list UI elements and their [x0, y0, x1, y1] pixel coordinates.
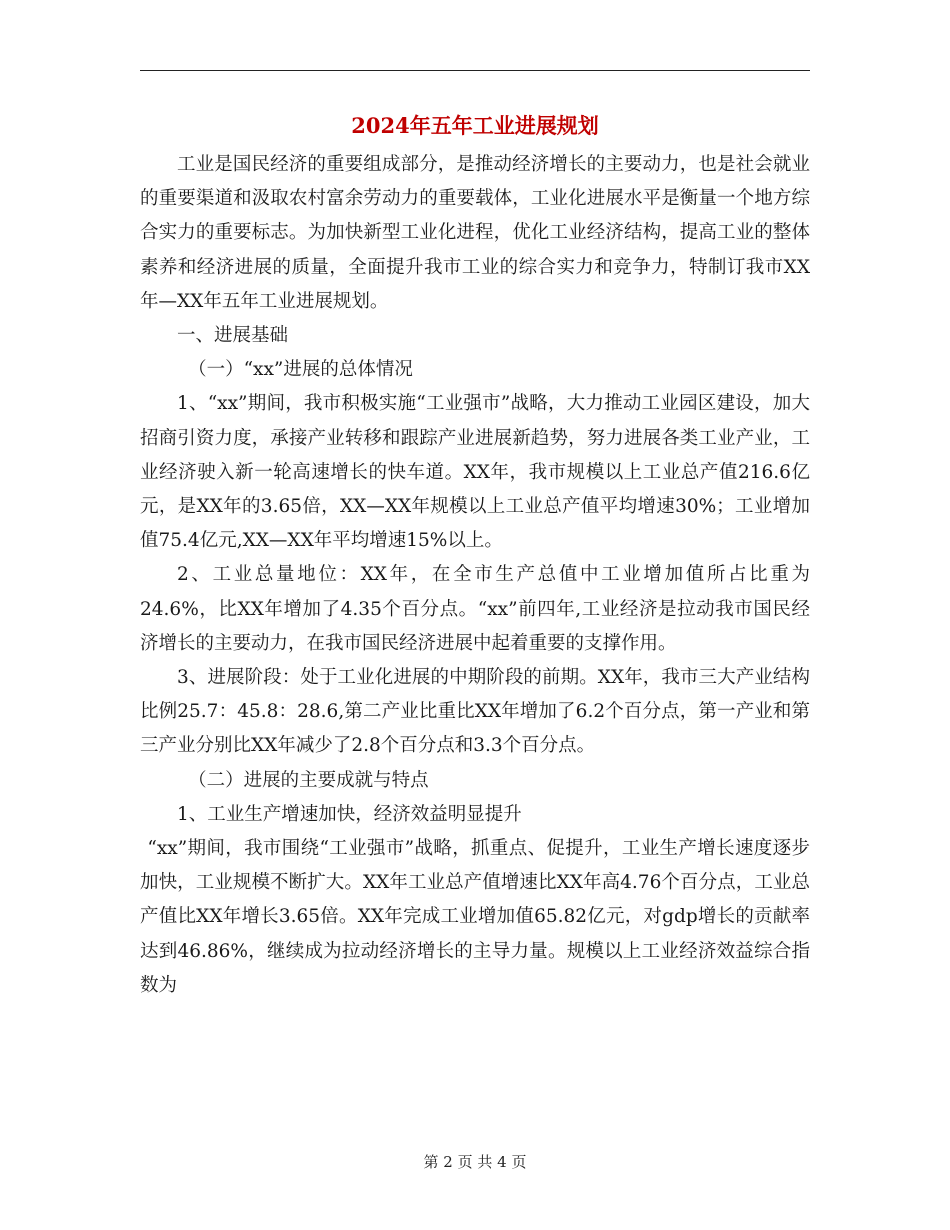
- paragraph-item: 3、进展阶段：处于工业化进展的中期阶段的前期。XX年，我市三大产业结构比例25.7：45.8：28.6,第二产业比重比XX年增加了6.2个百分点，第一产业和第三产业分别比XX年减少了2.8个百分点和3.3个百分点。: [140, 667, 810, 757]
- document-body: [140, 148, 810, 1003]
- paragraph-item: 2、工业总量地位：XX年，在全市生产总值中工业增加值所占比重为24.6%，比XX年增加了4.35个百分点。“xx”前四年,工业经济是拉动我市国民经济增长的主要动力，在我市国民经济进展中起着重要的支撑作用。: [140, 564, 810, 654]
- section-heading: 一、进展基础: [177, 325, 289, 347]
- paragraph-intro: 工业是国民经济的重要组成部分，是推动经济增长的主要动力，也是社会就业的重要渠道和汲取农村富余劳动力的重要载体，工业化进展水平是衡量一个地方综合实力的重要标志。为加快新型工业化进程，优化工业经济结构，提高工业的整体素养和经济进展的质量，全面提升我市工业的综合实力和竞争力，特制订我市XX年—XX年五年工业进展规划。: [140, 154, 810, 312]
- paragraph-body: “xx”期间，我市围绕“工业强市”战略，抓重点、促提升，工业生产增长速度逐步加快，工业规模不断扩大。XX年工业总产值增速比XX年高4.76个百分点，工业总产值比XX年增长3.65倍。XX年完成工业增加值65.82亿元，对gdp增长的贡献率达到46.86%，继续成为拉动经济增长的主导力量。规模以上工业经济效益综合指数为: [140, 838, 810, 996]
- paragraph-item-heading: 1、工业生产增速加快，经济效益明显提升: [177, 803, 522, 825]
- page-number: 第 2 页 共 4 页: [423, 1153, 527, 1171]
- header-rule: [140, 70, 810, 71]
- document-title: 2024年五年工业进展规划: [351, 113, 599, 138]
- paragraph-item: 1、“xx”期间，我市积极实施“工业强市”战略，大力推动工业园区建设，加大招商引资力度，承接产业转移和跟踪产业进展新趋势，努力进展各类工业产业，工业经济驶入新一轮高速增长的快车道。XX年，我市规模以上工业总产值216.6亿元，是XX年的3.65倍，XX—XX年规模以上工业总产值平均增速30%；工业增加值75.4亿元,XX—XX年平均增速15%以上。: [140, 393, 810, 552]
- subsection-heading: （二）进展的主要成就与特点: [188, 769, 429, 791]
- subsection-heading: （一）“xx”进展的总体情况: [188, 359, 413, 381]
